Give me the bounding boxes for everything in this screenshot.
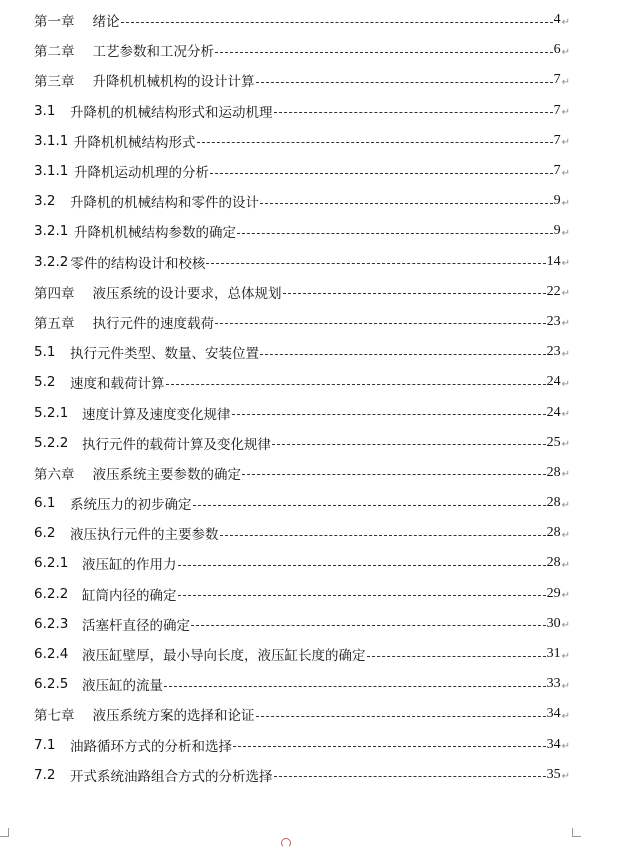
toc-entry-number: 5.2: [34, 374, 56, 391]
paragraph-mark-icon: ↵: [561, 741, 570, 753]
toc-dot-leader: [121, 22, 553, 23]
toc-entry-title: [34, 463, 241, 483]
toc-dot-leader: [178, 595, 546, 596]
toc-entry[interactable]: [34, 247, 570, 277]
toc-entry-text: 液压系统主要参数的确定: [92, 466, 241, 483]
toc-entry[interactable]: [34, 428, 570, 458]
toc-page-number: 9: [553, 193, 561, 209]
toc-entry[interactable]: [34, 639, 570, 669]
toc-page-number: 25: [546, 434, 561, 450]
paragraph-mark-icon: ↵: [561, 680, 570, 692]
paragraph-mark-icon: ↵: [561, 46, 570, 58]
toc-dot-leader: [215, 323, 546, 324]
toc-entry[interactable]: [34, 397, 570, 427]
toc-entry[interactable]: [34, 65, 570, 95]
toc-page-number: 31: [546, 646, 561, 662]
paragraph-mark-icon: ↵: [561, 559, 570, 571]
paragraph-mark-icon: ↵: [561, 590, 570, 602]
toc-entry-title: [34, 614, 190, 634]
toc-entry-number: 第三章: [34, 74, 75, 91]
toc-entry[interactable]: [34, 548, 570, 578]
toc-page-number: 29: [546, 585, 561, 601]
toc-entry-number: 6.2.1: [34, 555, 69, 572]
toc-entry[interactable]: [34, 760, 570, 790]
toc-entry-number: 第一章: [34, 14, 75, 31]
toc-page-number: 28: [546, 495, 561, 511]
page-corner-mark-left: [0, 828, 9, 837]
toc-entry[interactable]: [34, 458, 570, 488]
toc-entry-number: 3.1.1: [34, 132, 69, 149]
toc-dot-leader: [283, 293, 546, 294]
toc-dot-leader: [193, 505, 546, 506]
toc-entry-number: 第六章: [34, 466, 75, 483]
toc-page-number: 24: [546, 374, 561, 390]
toc-page-number: 30: [546, 615, 561, 631]
paragraph-mark-icon: ↵: [561, 710, 570, 722]
toc-entry-text: 速度和载荷计算: [70, 376, 165, 393]
toc-page-number: 4: [553, 12, 561, 28]
toc-entry-text: 执行元件的载荷计算及变化规律: [82, 436, 271, 453]
toc-entry-title: [34, 765, 273, 785]
toc-entry[interactable]: [34, 518, 570, 548]
toc-dot-leader: [215, 52, 553, 53]
toc-entry-number: 6.2: [34, 525, 56, 542]
toc-dot-leader: [210, 173, 553, 174]
toc-entry-text: 升降机的机械结构形式和运动机理: [70, 104, 273, 121]
paragraph-mark-icon: ↵: [561, 439, 570, 451]
paragraph-mark-icon: ↵: [561, 378, 570, 390]
toc-entry-number: 第二章: [34, 44, 75, 61]
toc-entry-number: 5.2.2: [34, 434, 69, 451]
toc-page-number: 28: [546, 555, 561, 571]
toc-page-number: 7: [553, 163, 561, 179]
toc-page-number: 35: [546, 766, 561, 782]
toc-entry-title: [34, 40, 214, 60]
toc-entry[interactable]: [34, 216, 570, 246]
toc-page-number: 7: [553, 132, 561, 148]
toc-page-number: 7: [553, 102, 561, 118]
toc-entry-text: 零件的结构设计和校核: [70, 255, 206, 272]
toc-entry-number: 6.2.4: [34, 646, 69, 663]
toc-entry-number: 5.1: [34, 344, 56, 361]
toc-entry-number: 第七章: [34, 708, 75, 725]
toc-dot-leader: [178, 565, 546, 566]
toc-entry-number: 7.1: [34, 736, 56, 753]
table-of-contents: [34, 5, 570, 790]
toc-entry-title: [34, 221, 236, 241]
toc-entry-title: [34, 704, 255, 724]
toc-entry-number: 3.2.2: [34, 253, 69, 270]
toc-entry[interactable]: [34, 609, 570, 639]
paragraph-mark-icon: ↵: [561, 499, 570, 511]
toc-entry[interactable]: [34, 96, 570, 126]
toc-entry-number: 6.1: [34, 495, 56, 512]
toc-entry-title: [34, 523, 219, 543]
toc-page-number: 6: [553, 42, 561, 58]
paragraph-mark-icon: ↵: [561, 348, 570, 360]
toc-entry-number: 6.2.2: [34, 585, 69, 602]
toc-entry-text: 系统压力的初步确定: [70, 497, 192, 514]
toc-entry[interactable]: [34, 579, 570, 609]
toc-page-number: 22: [546, 283, 561, 299]
toc-page-number: 24: [546, 404, 561, 420]
toc-dot-leader: [256, 82, 553, 83]
toc-entry-title: [34, 342, 259, 362]
page-edge-mark: [281, 838, 291, 848]
toc-dot-leader: [367, 656, 546, 657]
paragraph-mark-icon: ↵: [561, 650, 570, 662]
toc-dot-leader: [242, 474, 546, 475]
toc-entry-text: 升降机机械结构形式: [74, 134, 196, 151]
toc-entry-number: 第四章: [34, 285, 75, 302]
toc-entry-title: [34, 403, 231, 423]
toc-entry[interactable]: [34, 669, 570, 699]
toc-entry-number: 5.2.1: [34, 404, 69, 421]
toc-entry-title: [34, 10, 120, 30]
toc-entry-title: [34, 101, 273, 121]
toc-entry-text: 液压缸的作用力: [82, 557, 177, 574]
toc-dot-leader: [232, 414, 546, 415]
toc-page-number: 23: [546, 344, 561, 360]
toc-page-number: 34: [546, 736, 561, 752]
toc-entry-text: 缸筒内径的确定: [82, 587, 177, 604]
toc-dot-leader: [260, 354, 546, 355]
toc-dot-leader: [274, 776, 546, 777]
toc-entry-title: [34, 674, 163, 694]
toc-entry[interactable]: [34, 156, 570, 186]
toc-dot-leader: [191, 625, 546, 626]
paragraph-mark-icon: ↵: [561, 107, 570, 119]
toc-entry-number: 3.2.1: [34, 223, 69, 240]
toc-entry-title: [34, 584, 177, 604]
paragraph-mark-icon: ↵: [561, 409, 570, 421]
toc-entry-text: 液压执行元件的主要参数: [70, 527, 219, 544]
toc-page-number: 28: [546, 525, 561, 541]
toc-entry-text: 开式系统油路组合方式的分析选择: [70, 768, 273, 785]
toc-entry-title: [34, 252, 205, 272]
toc-dot-leader: [220, 535, 546, 536]
toc-entry-title: [34, 493, 192, 513]
toc-page-number: 34: [546, 706, 561, 722]
toc-entry[interactable]: [34, 277, 570, 307]
paragraph-mark-icon: ↵: [561, 16, 570, 28]
paragraph-mark-icon: ↵: [561, 318, 570, 330]
toc-entry[interactable]: [34, 730, 570, 760]
toc-entry[interactable]: [34, 126, 570, 156]
toc-entry-text: 速度计算及速度变化规律: [82, 406, 231, 423]
toc-page-number: 28: [546, 464, 561, 480]
toc-entry-text: 绪论: [92, 14, 120, 31]
page-corner-mark-right: [572, 828, 581, 837]
paragraph-mark-icon: ↵: [561, 469, 570, 481]
toc-entry-text: 液压系统的设计要求，总体规划: [92, 285, 282, 302]
toc-entry[interactable]: [34, 488, 570, 518]
toc-entry[interactable]: [34, 307, 570, 337]
paragraph-mark-icon: ↵: [561, 197, 570, 209]
toc-entry[interactable]: [34, 35, 570, 65]
toc-page-number: 7: [553, 72, 561, 88]
paragraph-mark-icon: ↵: [561, 137, 570, 149]
toc-dot-leader: [274, 112, 553, 113]
toc-entry-number: 第五章: [34, 315, 75, 332]
toc-page-number: 33: [546, 676, 561, 692]
toc-entry-number: 7.2: [34, 766, 56, 783]
toc-entry-title: [34, 191, 259, 211]
paragraph-mark-icon: ↵: [561, 258, 570, 270]
toc-dot-leader: [260, 203, 553, 204]
paragraph-mark-icon: ↵: [561, 76, 570, 88]
toc-entry-title: [34, 644, 366, 664]
toc-entry-text: 液压缸壁厚，最小导向长度，液压缸长度的确定: [82, 648, 366, 665]
toc-entry-title: [34, 372, 165, 392]
toc-dot-leader: [272, 444, 546, 445]
paragraph-mark-icon: ↵: [561, 529, 570, 541]
toc-dot-leader: [237, 233, 553, 234]
paragraph-mark-icon: ↵: [561, 167, 570, 179]
toc-dot-leader: [206, 263, 545, 264]
toc-entry-text: 升降机运动机理的分析: [74, 165, 209, 182]
paragraph-mark-icon: ↵: [561, 771, 570, 783]
toc-dot-leader: [197, 142, 553, 143]
toc-entry-number: 6.2.5: [34, 676, 69, 693]
toc-entry-text: 升降机的机械结构和零件的设计: [70, 195, 259, 212]
toc-dot-leader: [164, 686, 546, 687]
toc-entry-number: 3.1.1: [34, 163, 69, 180]
toc-page-number: 23: [546, 313, 561, 329]
paragraph-mark-icon: ↵: [561, 620, 570, 632]
toc-entry-text: 执行元件的速度载荷: [92, 315, 214, 332]
toc-entry[interactable]: [34, 367, 570, 397]
paragraph-mark-icon: ↵: [561, 288, 570, 300]
toc-entry-number: 6.2.3: [34, 615, 69, 632]
toc-dot-leader: [233, 746, 546, 747]
toc-entry-number: 3.1: [34, 102, 56, 119]
toc-entry-title: [34, 312, 214, 332]
toc-dot-leader: [256, 716, 546, 717]
paragraph-mark-icon: ↵: [561, 227, 570, 239]
toc-entry[interactable]: [34, 699, 570, 729]
toc-entry-title: [34, 553, 177, 573]
toc-entry-text: 液压系统方案的选择和论证: [92, 708, 255, 725]
toc-page-number: 9: [553, 223, 561, 239]
toc-entry-title: [34, 131, 196, 151]
toc-entry[interactable]: [34, 5, 570, 35]
toc-entry-number: 3.2: [34, 193, 56, 210]
toc-entry-text: 液压缸的流量: [82, 678, 163, 695]
toc-entry-title: [34, 282, 282, 302]
toc-entry-title: [34, 735, 232, 755]
toc-entry-text: 升降机机械机构的设计计算: [92, 74, 255, 91]
toc-dot-leader: [166, 384, 546, 385]
toc-page-number: 14: [546, 253, 561, 269]
toc-entry-text: 升降机机械结构参数的确定: [74, 225, 236, 242]
toc-entry[interactable]: [34, 337, 570, 367]
toc-entry-title: [34, 70, 255, 90]
toc-entry-title: [34, 161, 209, 181]
toc-entry-text: 执行元件类型、数量、安装位置: [70, 346, 259, 363]
toc-entry-text: 工艺参数和工况分析: [92, 44, 214, 61]
toc-entry-text: 活塞杆直径的确定: [82, 617, 190, 634]
toc-entry-text: 油路循环方式的分析和选择: [70, 738, 232, 755]
toc-entry-title: [34, 433, 271, 453]
toc-entry[interactable]: [34, 186, 570, 216]
